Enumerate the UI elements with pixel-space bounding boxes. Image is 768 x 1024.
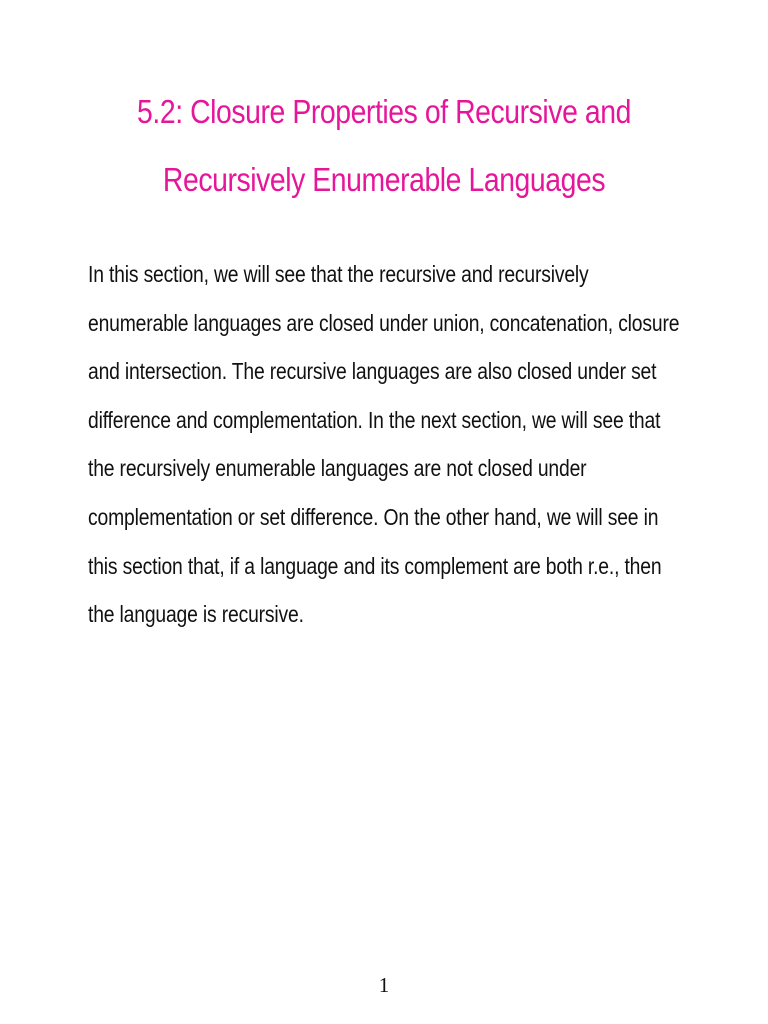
body-line-6: complementation or set difference. On the other hand, we will see in: [88, 503, 659, 530]
body-line-7: this section that, if a language and its complement are both r.e., then: [88, 552, 662, 579]
body-paragraph: [88, 250, 680, 639]
page-number: 1: [378, 973, 390, 997]
body-line-5: the recursively enumerable languages are not closed under: [88, 455, 587, 482]
slide-title: [88, 78, 680, 214]
body-line-8: the language is recursive.: [88, 601, 304, 628]
body-line-2: enumerable languages are closed under union, concatenation, closure: [88, 309, 680, 336]
body-line-3: and intersection. The recursive languages are also closed under set: [88, 358, 657, 385]
title-line-2: Recursively Enumerable Languages: [162, 161, 606, 198]
body-line-4: difference and complementation. In the next section, we will see that: [88, 406, 661, 433]
title-line-1: 5.2: Closure Properties of Recursive and: [137, 93, 631, 130]
body-line-1: In this section, we will see that the recursive and recursively: [88, 261, 589, 287]
